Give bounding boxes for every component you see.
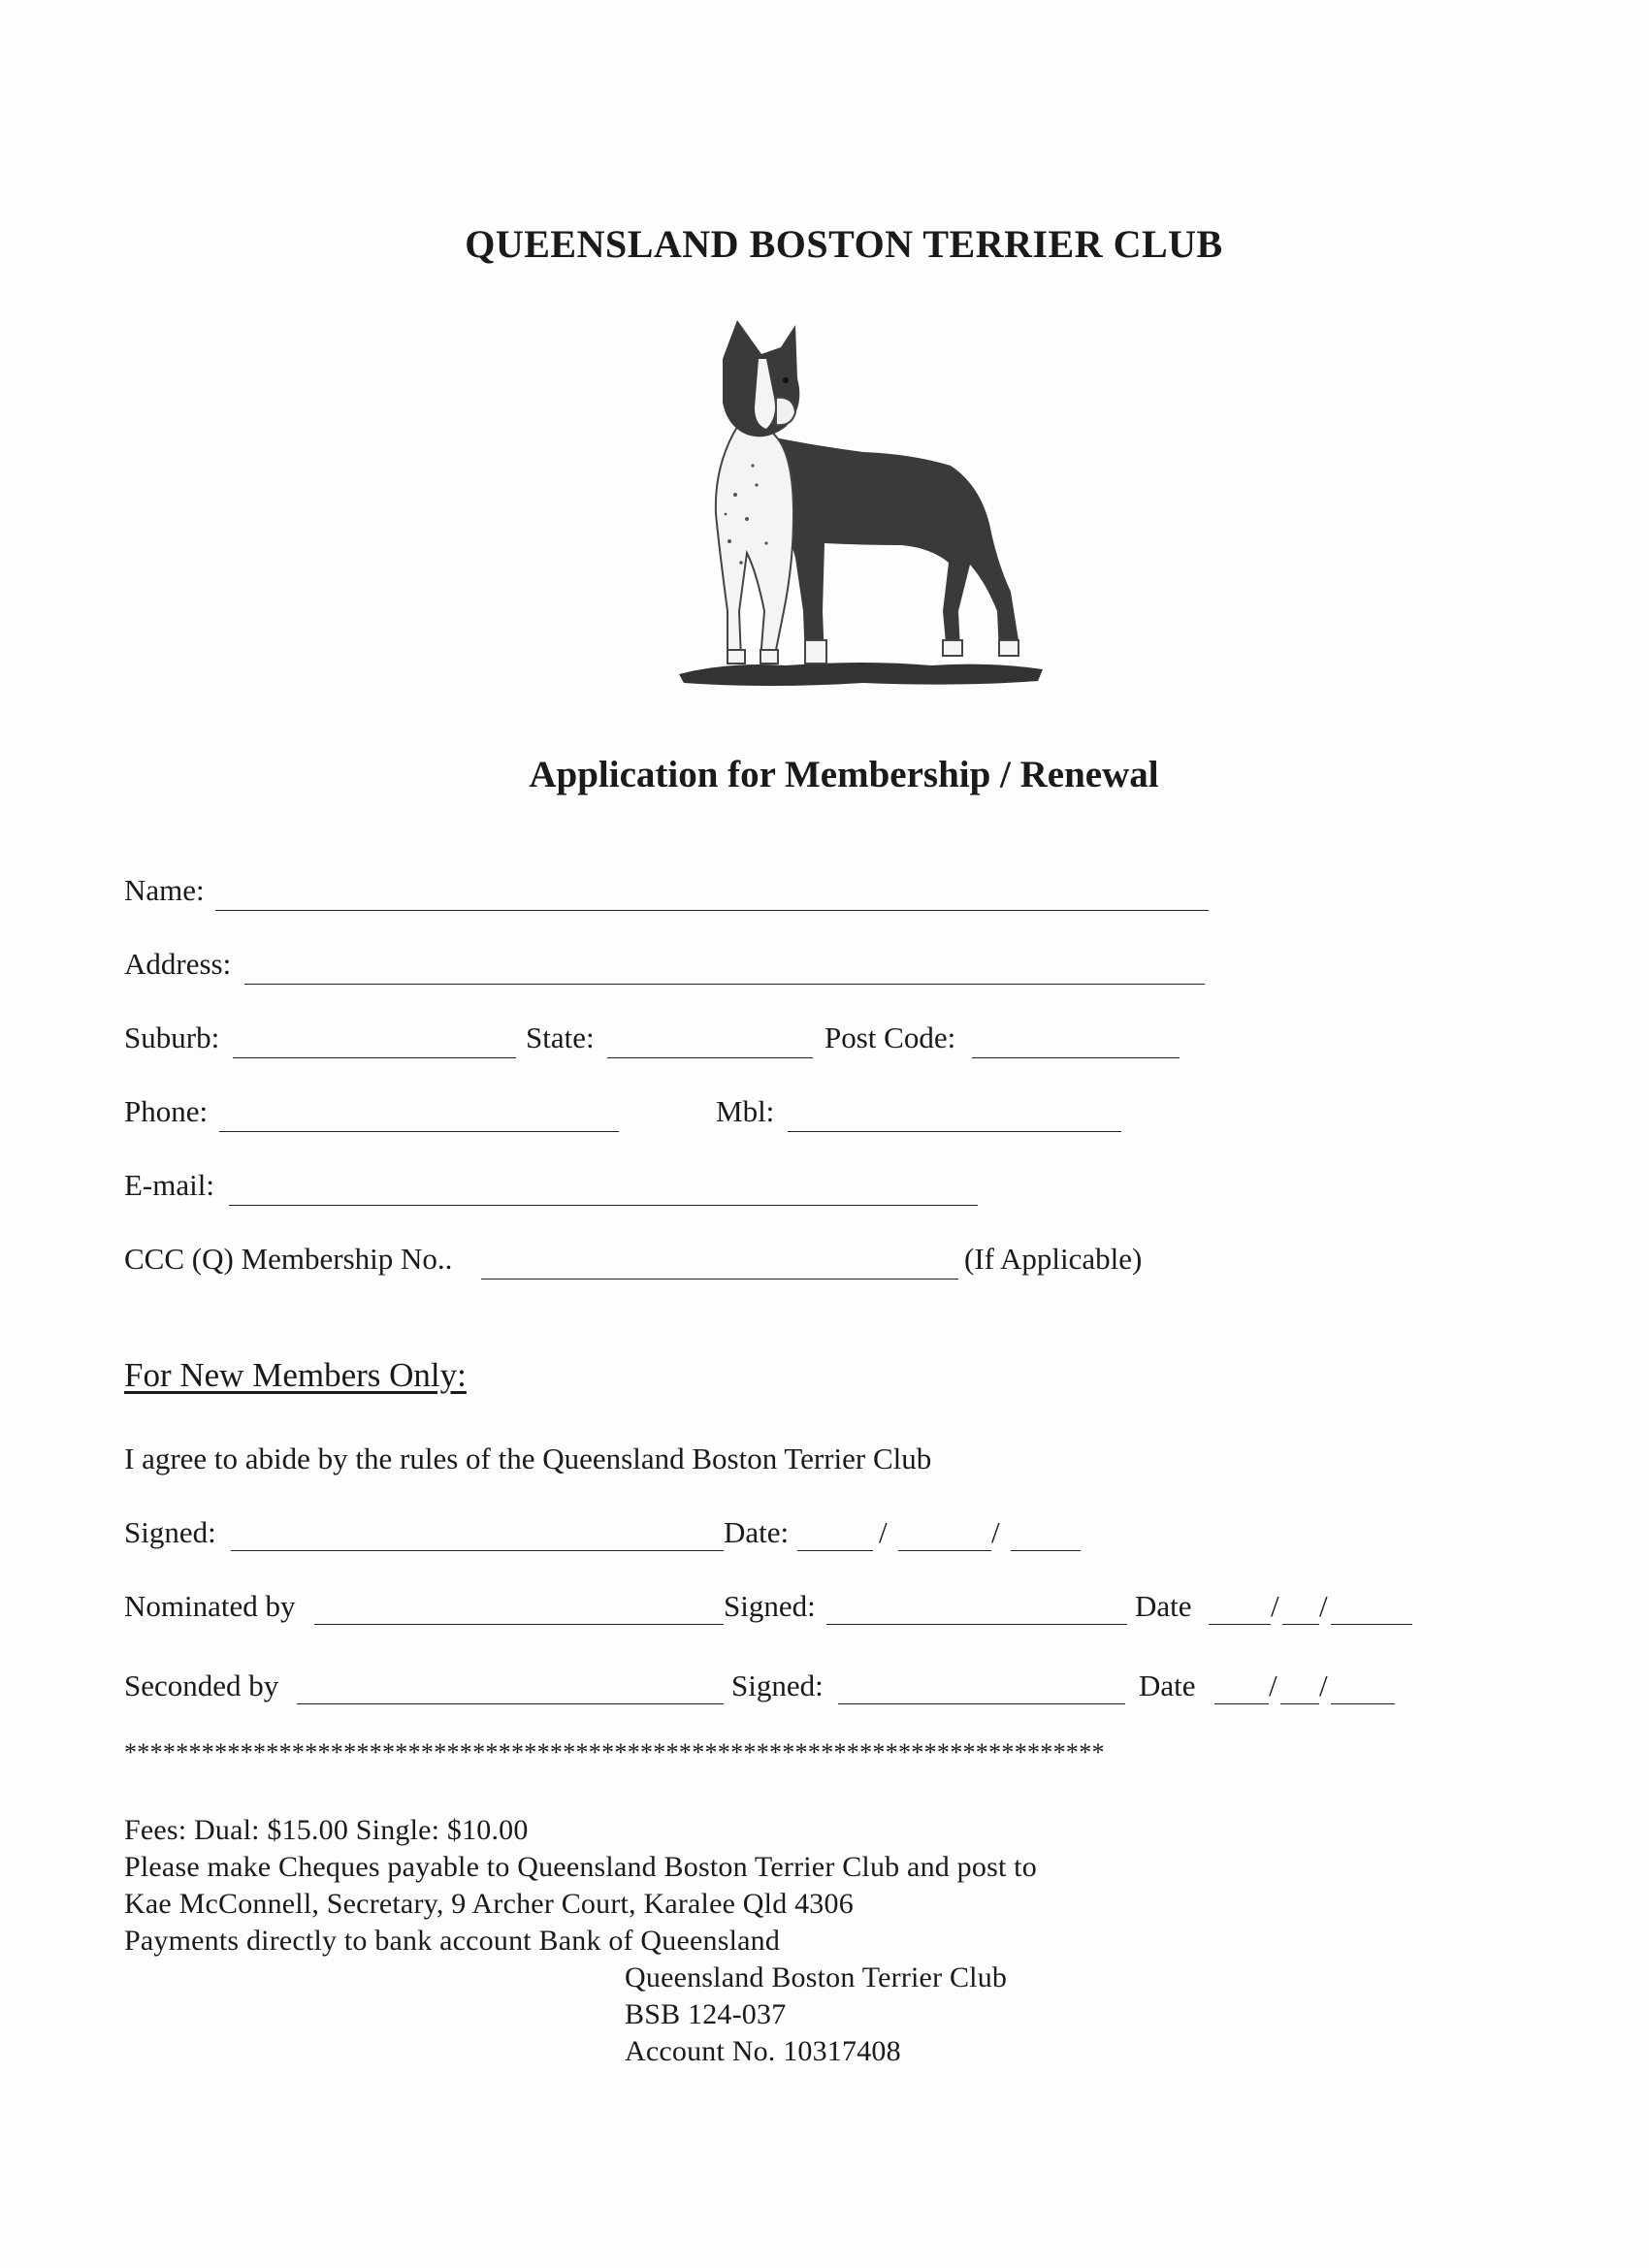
seconded-date-month[interactable]	[1280, 1703, 1319, 1704]
nominated-signature-field[interactable]	[826, 1624, 1127, 1625]
bank-bsb: BSB 124-037	[625, 1998, 787, 2030]
state-label: State:	[526, 1021, 595, 1054]
seconded-signed-label: Signed:	[731, 1669, 824, 1702]
mobile-label: Mbl:	[716, 1094, 775, 1128]
nominated-date-year[interactable]	[1331, 1624, 1412, 1625]
bank-payment-note: Payments directly to bank account Bank of Queensland	[124, 1925, 781, 1957]
seconded-signature-field[interactable]	[838, 1703, 1125, 1704]
ccc-field[interactable]	[481, 1279, 958, 1280]
date-day-field[interactable]	[797, 1550, 873, 1551]
new-members-heading: For New Members Only:	[124, 1356, 467, 1394]
suburb-field[interactable]	[233, 1057, 516, 1058]
cheque-instructions: Please make Cheques payable to Queensland Boston Terrier Club and post to	[124, 1851, 1037, 1883]
nominated-label: Nominated by	[124, 1589, 296, 1623]
phone-field[interactable]	[219, 1131, 619, 1132]
phone-label: Phone:	[124, 1094, 209, 1128]
email-field[interactable]	[229, 1205, 978, 1206]
seconded-slash-1: /	[1269, 1669, 1277, 1702]
date-year-field[interactable]	[1011, 1550, 1081, 1551]
form-subtitle: Application for Membership / Renewal	[529, 754, 1159, 795]
ccc-note: (If Applicable)	[964, 1242, 1143, 1276]
nominated-date-label: Date	[1135, 1589, 1192, 1623]
asterisk-separator: ****************************************************************************	[124, 1738, 1105, 1766]
seconded-field[interactable]	[297, 1703, 724, 1704]
seconded-date-year[interactable]	[1331, 1703, 1395, 1704]
postcode-label: Post Code:	[824, 1021, 956, 1054]
seconded-date-day[interactable]	[1214, 1703, 1269, 1704]
agreement-text: I agree to abide by the rules of the Queensland Boston Terrier Club	[124, 1442, 932, 1475]
nominated-slash-2: /	[1319, 1589, 1328, 1623]
date-month-field[interactable]	[898, 1550, 991, 1551]
mobile-field[interactable]	[788, 1131, 1121, 1132]
state-field[interactable]	[607, 1057, 813, 1058]
ccc-label: CCC (Q) Membership No..	[124, 1242, 453, 1276]
club-title: QUEENSLAND BOSTON TERRIER CLUB	[465, 222, 1223, 266]
address-label: Address:	[124, 947, 232, 981]
nominated-date-month[interactable]	[1282, 1624, 1319, 1625]
date-label: Date:	[724, 1515, 790, 1549]
nominated-signed-label: Signed:	[724, 1589, 816, 1623]
seconded-date-label: Date	[1139, 1669, 1196, 1702]
name-field[interactable]	[215, 910, 1209, 911]
email-label: E-mail:	[124, 1168, 214, 1202]
address-field[interactable]	[244, 984, 1205, 985]
suburb-label: Suburb:	[124, 1021, 220, 1054]
seconded-slash-2: /	[1319, 1669, 1328, 1702]
boston-terrier-dog-icon	[669, 320, 1048, 698]
postcode-field[interactable]	[972, 1057, 1180, 1058]
date-slash-1: /	[879, 1515, 888, 1549]
seconded-label: Seconded by	[124, 1669, 279, 1702]
fees-line: Fees: Dual: $15.00 Single: $10.00	[124, 1814, 529, 1846]
nominated-slash-1: /	[1271, 1589, 1279, 1623]
secretary-address: Kae McConnell, Secretary, 9 Archer Court, Karalee Qld 4306	[124, 1888, 854, 1920]
date-slash-2: /	[991, 1515, 1000, 1549]
nominated-date-day[interactable]	[1209, 1624, 1271, 1625]
nominated-field[interactable]	[314, 1624, 724, 1625]
bank-account-name: Queensland Boston Terrier Club	[625, 1961, 1008, 1993]
signature-field[interactable]	[231, 1550, 724, 1551]
name-label: Name:	[124, 873, 205, 907]
signed-label: Signed:	[124, 1515, 216, 1549]
bank-account-number: Account No. 10317408	[625, 2035, 901, 2067]
